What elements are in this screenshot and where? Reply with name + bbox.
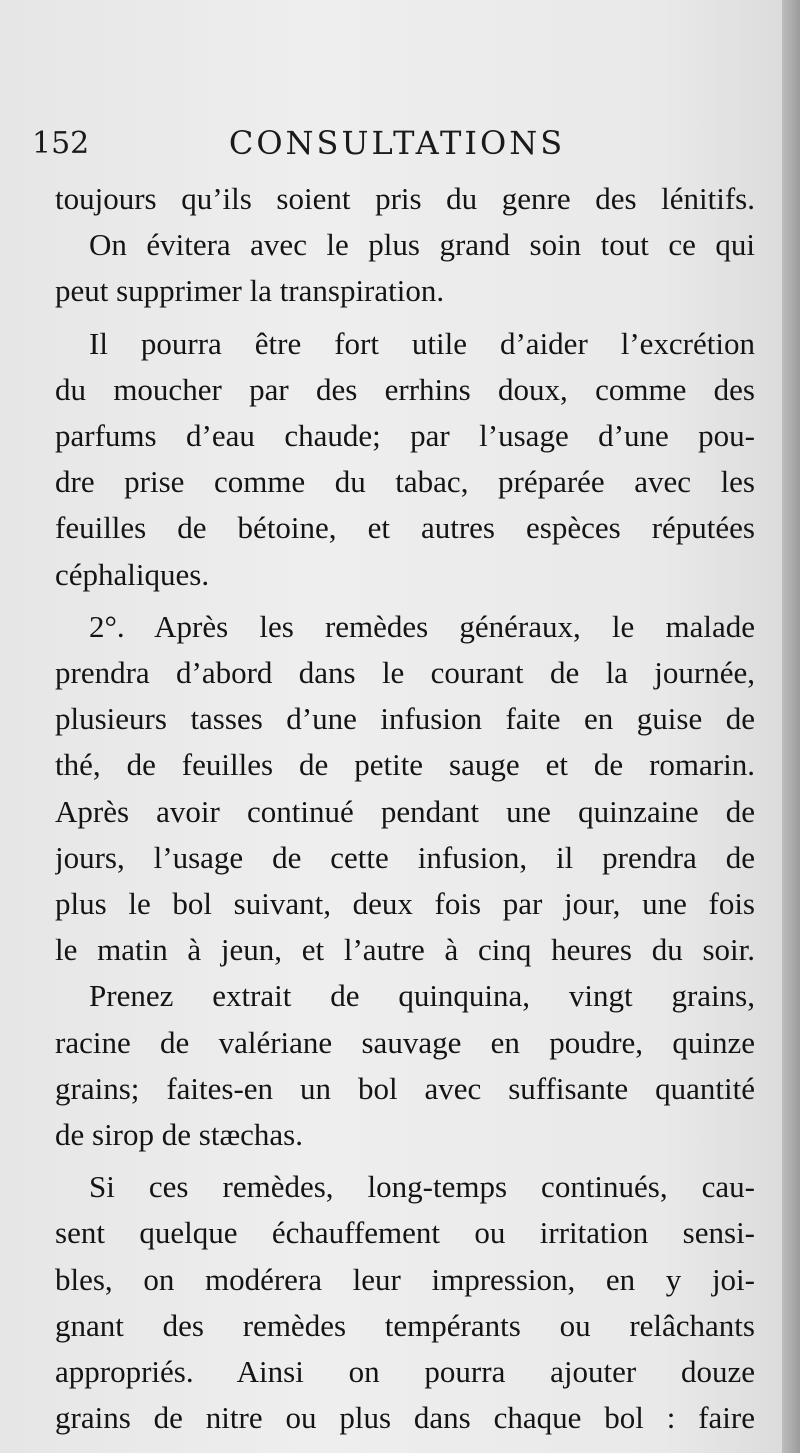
text-line: racine de valériane sauvage en poudre, quinze: [55, 1024, 755, 1060]
text-line: le matin à jeun, et l’autre à cinq heures du soir.: [55, 932, 755, 968]
text-line: thé, de feuilles de petite sauge et de romarin.: [55, 747, 755, 783]
text-line: Après avoir continué pendant une quinzaine de: [55, 793, 755, 829]
text-line: bles, on modérera leur impression, en y joi-: [55, 1261, 755, 1297]
text-line: plusieurs tasses d’une infusion faite en guise de: [55, 701, 755, 737]
text-line: feuilles de bétoine, et autres espèces réputées: [55, 510, 755, 546]
text-line: peut supprimer la transpiration.: [55, 273, 445, 309]
text-line: Il pourra être fort utile d’aider l’excrétion: [89, 325, 755, 361]
text-line: parfums d’eau chaude; par l’usage d’une pou-: [55, 418, 755, 454]
running-head: CONSULTATIONS: [228, 124, 566, 162]
text-line: plus le bol suivant, deux fois par jour, une fois: [55, 886, 755, 922]
text-line: toujours qu’ils soient pris du genre des lénitifs.: [55, 181, 755, 216]
text-line: jours, l’usage de cette infusion, il prendra de: [55, 839, 755, 875]
body-text: [55, 176, 755, 1441]
text-line: de sirop de stæchas.: [55, 1117, 303, 1153]
text-line: gnant des remèdes tempérants ou relâchants: [55, 1307, 755, 1343]
text-line: prendra d’abord dans le courant de la journée,: [55, 655, 755, 691]
text-line: du moucher par des errhins doux, comme des: [55, 371, 755, 407]
text-line: 2°. Après les remèdes généraux, le malade: [89, 608, 755, 644]
text-line: appropriés. Ainsi on pourra ajouter douze: [55, 1354, 755, 1390]
page-number: 152: [32, 126, 90, 161]
text-line: grains; faites-en un bol avec suffisante quantité: [55, 1070, 755, 1106]
text-line: céphaliques.: [55, 556, 210, 592]
text-line: Si ces remèdes, long-temps continués, cau-: [89, 1169, 755, 1205]
text-line: Prenez extrait de quinquina, vingt grains,: [89, 978, 755, 1014]
text-line: sent quelque échauffement ou irritation sensi-: [55, 1215, 755, 1251]
page-edge: [782, 0, 800, 1453]
page-header: [32, 120, 762, 170]
text-line: On évitera avec le plus grand soin tout ce qui: [89, 227, 755, 263]
text-line: grains de nitre ou plus dans chaque bol : faire: [55, 1400, 755, 1436]
text-line: dre prise comme du tabac, préparée avec les: [55, 464, 755, 500]
